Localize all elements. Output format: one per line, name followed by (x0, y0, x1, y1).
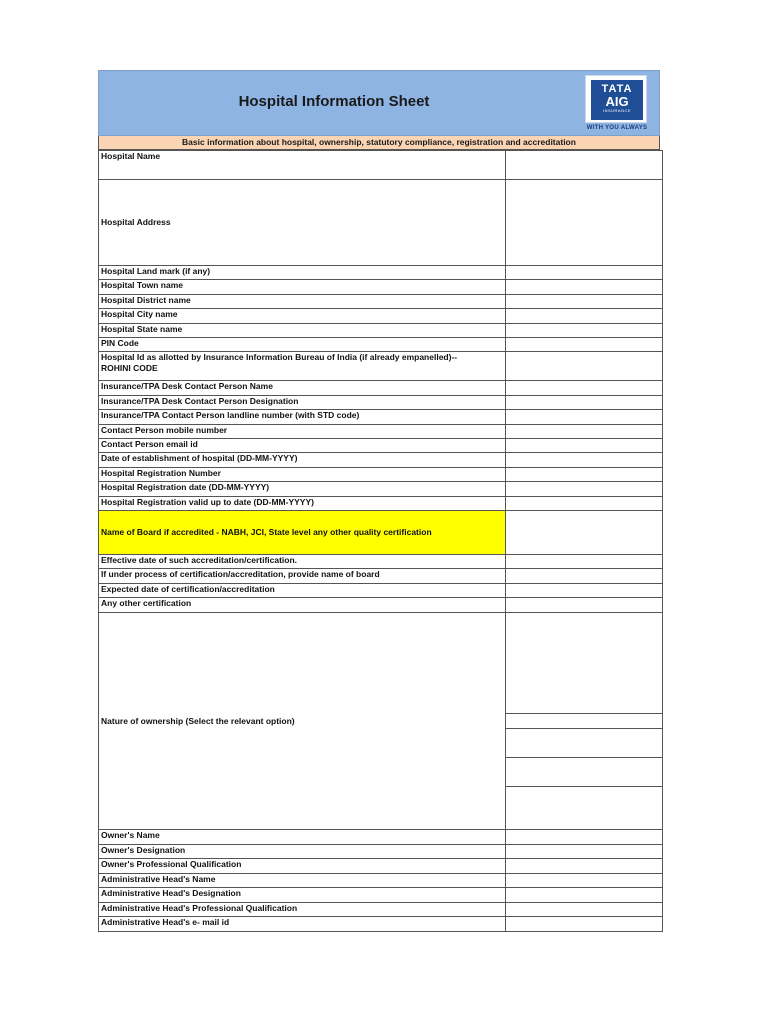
field-value[interactable] (506, 555, 663, 569)
field-label-line: Hospital Id as allotted by Insurance Information Bureau of India (if already empanelled)-- (101, 352, 458, 362)
section-title: Basic information about hospital, ownership, statutory compliance, registration and accreditation (98, 136, 660, 150)
field-value[interactable] (506, 324, 663, 338)
field-label: Administrative Head's e- mail id (99, 917, 506, 932)
table-row (99, 425, 663, 439)
field-label: Hospital Registration date (DD-MM-YYYY) (99, 482, 506, 497)
field-label: Date of establishment of hospital (DD-MM-YYYY) (99, 453, 506, 468)
logo-tagline: WITH YOU ALWAYS (586, 125, 648, 131)
field-label: Any other certification (99, 598, 506, 613)
field-label: Administrative Head's Professional Qualification (99, 903, 506, 917)
table-row (99, 280, 663, 295)
field-value[interactable] (506, 396, 663, 410)
field-value[interactable] (506, 598, 663, 613)
field-value[interactable] (506, 830, 663, 845)
table-row (99, 497, 663, 511)
field-label: Insurance/TPA Desk Contact Person Designation (99, 396, 506, 410)
table-row (99, 352, 663, 381)
ownership-option-cell[interactable] (506, 613, 663, 714)
field-label: Hospital Town name (99, 280, 506, 295)
logo-line-3: INSURANCE (602, 108, 632, 113)
table-row (99, 598, 663, 613)
field-label: Effective date of such accreditation/certification. (99, 555, 506, 569)
table-row (99, 569, 663, 584)
ownership-option-cell[interactable] (506, 758, 663, 787)
field-label: Administrative Head's Designation (99, 888, 506, 903)
field-label: If under process of certification/accreditation, provide name of board (99, 569, 506, 584)
table-row (99, 482, 663, 497)
field-label (99, 352, 506, 381)
field-value[interactable] (506, 584, 663, 598)
table-row (99, 453, 663, 468)
field-label: Contact Person mobile number (99, 425, 506, 439)
field-value[interactable] (506, 425, 663, 439)
hospital-information-sheet (98, 70, 660, 932)
field-label: Nature of ownership (Select the relevant option) (99, 613, 506, 830)
logo-line-1: TATA (601, 83, 633, 95)
field-value[interactable] (506, 511, 663, 555)
field-value[interactable] (506, 266, 663, 280)
field-value[interactable] (506, 482, 663, 497)
table-row (99, 555, 663, 569)
table-row (99, 338, 663, 352)
field-label: Expected date of certification/accreditation (99, 584, 506, 598)
field-label: Administrative Head's Name (99, 874, 506, 888)
table-row (99, 830, 663, 845)
table-row (99, 613, 663, 714)
table-row (99, 151, 663, 180)
field-value[interactable] (506, 151, 663, 180)
field-label: Insurance/TPA Desk Contact Person Name (99, 381, 506, 396)
ownership-option-cell[interactable] (506, 729, 663, 758)
field-label-line: ROHINI CODE (101, 362, 158, 373)
field-value[interactable] (506, 888, 663, 903)
field-label: Hospital Land mark (if any) (99, 266, 506, 280)
field-value[interactable] (506, 859, 663, 874)
table-row (99, 859, 663, 874)
table-row (99, 903, 663, 917)
table-row (99, 381, 663, 396)
table-row (99, 324, 663, 338)
table-row (99, 874, 663, 888)
logo-line-2: AIG (605, 94, 629, 109)
field-label: Contact Person email id (99, 439, 506, 453)
field-value[interactable] (506, 295, 663, 309)
field-value[interactable] (506, 180, 663, 266)
field-value[interactable] (506, 338, 663, 352)
field-label: Hospital Name (99, 151, 506, 180)
field-label: Owner's Designation (99, 845, 506, 859)
field-value[interactable] (506, 497, 663, 511)
sheet-header (98, 70, 660, 136)
field-value[interactable] (506, 917, 663, 932)
field-value[interactable] (506, 468, 663, 482)
table-row (99, 584, 663, 598)
field-value[interactable] (506, 280, 663, 295)
information-table (98, 150, 663, 932)
field-label: Name of Board if accredited - NABH, JCI, State level any other quality certification (99, 511, 506, 555)
table-row (99, 396, 663, 410)
ownership-option-cell[interactable] (506, 787, 663, 830)
field-label: Hospital State name (99, 324, 506, 338)
table-row (99, 439, 663, 453)
field-label: PIN Code (99, 338, 506, 352)
field-value[interactable] (506, 410, 663, 425)
table-row (99, 845, 663, 859)
field-value[interactable] (506, 845, 663, 859)
ownership-option-cell[interactable] (506, 714, 663, 729)
tata-aig-logo (585, 75, 649, 131)
table-row (99, 888, 663, 903)
field-value[interactable] (506, 569, 663, 584)
field-value[interactable] (506, 874, 663, 888)
field-value[interactable] (506, 903, 663, 917)
table-row (99, 180, 663, 266)
field-value[interactable] (506, 453, 663, 468)
table-row (99, 309, 663, 324)
table-row (99, 410, 663, 425)
table-row (99, 468, 663, 482)
field-label: Hospital Registration Number (99, 468, 506, 482)
field-value[interactable] (506, 309, 663, 324)
field-label: Hospital City name (99, 309, 506, 324)
field-value[interactable] (506, 439, 663, 453)
field-label: Owner's Name (99, 830, 506, 845)
table-row (99, 295, 663, 309)
field-value[interactable] (506, 381, 663, 396)
field-label: Hospital District name (99, 295, 506, 309)
field-label: Hospital Address (99, 180, 506, 266)
field-label: Insurance/TPA Contact Person landline number (with STD code) (99, 410, 506, 425)
sheet-title: Hospital Information Sheet (238, 93, 430, 110)
table-row (99, 917, 663, 932)
table-row-highlighted (99, 511, 663, 555)
field-label: Owner's Professional Qualification (99, 859, 506, 874)
field-label: Hospital Registration valid up to date (DD-MM-YYYY) (99, 497, 506, 511)
table-row (99, 266, 663, 280)
field-value[interactable] (506, 352, 663, 381)
